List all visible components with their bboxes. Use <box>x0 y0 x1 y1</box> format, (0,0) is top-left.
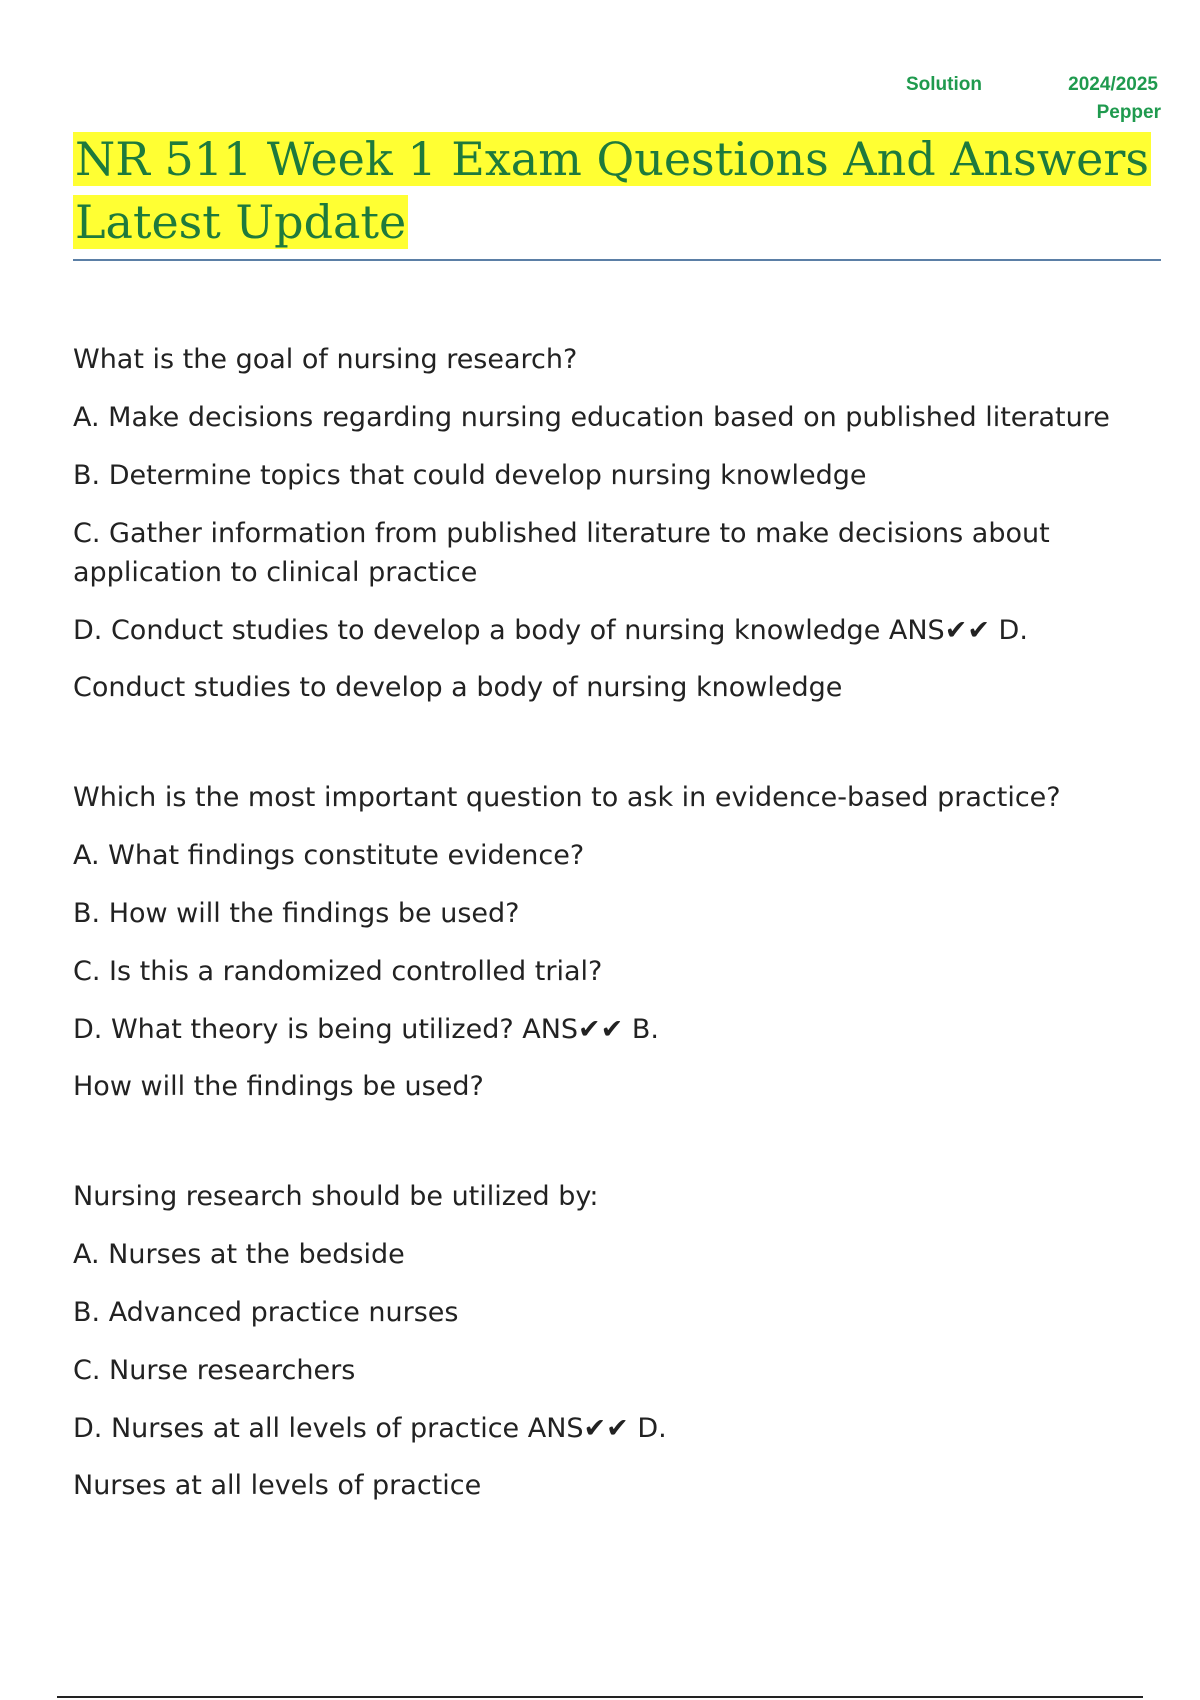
answer-text: How will the findings be used? <box>73 1071 484 1102</box>
option-d: D. Nurses at all levels of practice ANS✔✔ D. <box>73 1413 667 1444</box>
header-author-label: Pepper <box>1096 102 1161 123</box>
option-b: B. How will the findings be used? <box>73 898 520 929</box>
title-line-2: Latest Update <box>75 195 407 249</box>
question-text: What is the goal of nursing research? <box>73 344 578 375</box>
option-d: D. Conduct studies to develop a body of nursing knowledge ANS✔✔ D. <box>73 615 1028 646</box>
page-title <box>73 128 1163 254</box>
title-line-1: NR 511 Week 1 Exam Questions And Answers <box>75 132 1149 186</box>
option-b: B. Advanced practice nurses <box>73 1297 459 1328</box>
option-a: A. Make decisions regarding nursing education based on published literature <box>73 402 1110 433</box>
page-bottom-divider <box>57 1696 1143 1698</box>
question-text: Nursing research should be utilized by: <box>73 1181 599 1212</box>
document-header-meta <box>0 72 1161 132</box>
answer-text: Conduct studies to develop a body of nursing knowledge <box>73 672 843 703</box>
option-a: A. What findings constitute evidence? <box>73 840 585 871</box>
header-solution-label: Solution <box>906 74 982 95</box>
question-text: Which is the most important question to ask in evidence-based practice? <box>73 782 1061 813</box>
question-block-2 <box>73 778 1173 1106</box>
title-divider <box>73 259 1161 261</box>
option-c: C. Gather information from published literature to make decisions about application to clinical practice <box>73 518 1050 588</box>
question-block-1 <box>73 340 1173 707</box>
question-block-3 <box>73 1177 1173 1505</box>
option-c: C. Is this a randomized controlled trial? <box>73 956 603 987</box>
option-b: B. Determine topics that could develop nursing knowledge <box>73 460 867 491</box>
option-c: C. Nurse researchers <box>73 1355 356 1386</box>
question-list <box>73 340 1173 1576</box>
header-year-label: 2024/2025 <box>1068 74 1158 95</box>
option-d: D. What theory is being utilized? ANS✔✔ B. <box>73 1014 659 1045</box>
option-a: A. Nurses at the bedside <box>73 1239 405 1270</box>
answer-text: Nurses at all levels of practice <box>73 1470 482 1501</box>
